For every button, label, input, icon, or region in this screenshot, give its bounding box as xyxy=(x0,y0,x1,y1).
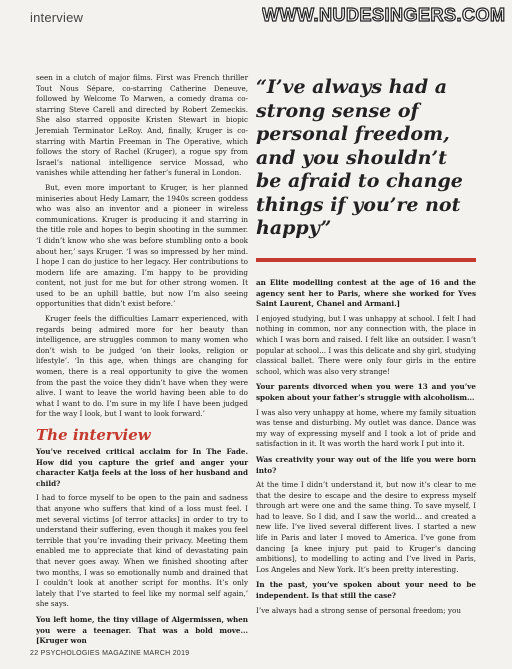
interview-question: In the past, you’ve spoken about your need to be independent. Is that still the case? xyxy=(256,580,476,601)
body-paragraph: Kruger feels the difficulties Lamarr experienced, with regards being admired more for her beauty than intelligence, are struggles common to many women who don’t wish to be judged ‘on their looks, religion or lifestyle’. ‘In this age, when things are changing for women, there is a real opportunity to give the women from the past the voice they didn’t have when they were alive. I want to leave the world having been able to do what I want to do. I’m sure in my life I have been judged for the way I look, but I want to look forward.’ xyxy=(36,314,248,419)
section-label: interview xyxy=(30,10,84,25)
section-heading: The interview xyxy=(36,426,151,444)
left-column xyxy=(36,73,248,651)
interview-answer: I was also very unhappy at home, where my family situation was tense and disturbing. My outlet was dance. Dance was my way of expressing myself and I took a lot of pride and satisfaction in it. It was worth the hard work I put into it. xyxy=(256,407,476,449)
body-paragraph: seen in a clutch of major films. First was French thriller Tout Nous Sépare, co-starring Catherine Deneuve, followed by Welcome To Marwen, a comedy drama co-starring Steve Carell and directed by Robert Zemeckis. She also starred opposite Kristen Stewart in biopic Jeremiah Terminator LeRoy. And, finally, Kruger is co-starring with Martin Freeman in The Operative, which follows the story of Rachel (Kruger), a rogue spy from Israel’s national intelligence service Mossad, who vanishes while attending her father’s funeral in London. xyxy=(36,73,248,178)
interview-answer: At the time I didn’t understand it, but now it’s clear to me that the desire to escape and the desire to express myself through art were one and the same thing. To save myself, I had to leave. So I did, and I saw the world... and created a new life. I’ve lived several different lives. I started a new life in Paris and later I moved to America. I’ve gone from dancing [a knee injury put paid to Kruger’s dancing ambitions], to modelling to acting and I’ve lived in Paris, Los Angeles and New York. It’s been pretty interesting. xyxy=(256,480,476,574)
interview-question: Was creativity your way out of the life you were born into? xyxy=(256,454,476,475)
pull-quote-rule xyxy=(256,258,476,262)
interview-question: You’ve received critical acclaim for In The Fade. How did you capture the grief and anger your character Katja feels at the loss of her husband and child? xyxy=(36,447,248,488)
right-column xyxy=(256,278,476,620)
interview-question: You left home, the tiny village of Algermissen, when you were a teenager. That was a bold move... [Kruger won xyxy=(36,614,248,646)
body-paragraph: But, even more important to Kruger, is her planned miniseries about Hedy Lamarr, the 1940s screen goddess who was also an inventor and a pioneer in wireless communications. Kruger is producing it and starring in the title role and hopes to begin shooting in the summer. ‘I didn’t know who she was before stumbling onto a book about her,’ says Kruger. ‘I was so impressed by her mind. I hope I can do justice to her legacy. Her contributions to modern life are amazing. I’m happy to be providing content, not just for me but for other strong women. It used to be an uphill battle, but now I’m also seeing opportunities that didn’t exist before.’ xyxy=(36,182,248,309)
interview-answer: I enjoyed studying, but I was unhappy at school. I felt I had nothing in common, nor any connection with, the place in which I was born and raised. I felt like an outsider. I wasn’t popular at school... I was this delicate and shy girl, studying classical ballet. There were only four girls in the entire school, which was also very strange! xyxy=(256,313,476,376)
interview-question: an Elite modelling contest at the age of 16 and the agency sent her to Paris, where she worked for Yves Saint Laurent, Chanel and Armani.] xyxy=(256,278,476,309)
watermark: WWW.NUDESINGERS.COM xyxy=(262,5,506,25)
interview-question: Your parents divorced when you were 13 and you’ve spoken about your father’s struggle with alcoholism... xyxy=(256,382,476,402)
interview-answer: I had to force myself to be open to the pain and sadness that anyone who suffers that kind of a loss must feel. I met several victims [of terror attacks] in order to try to understand their suffering, even though it makes you feel terrible that you’re invading their privacy. Meeting them enabled me to appreciate that kind of devastating pain that never goes away. When we finished shooting after two months, I was so emotionally numb and drained that I couldn’t look at another script for months. It’s only lately that I’ve started to feel like my normal self again,’ she says. xyxy=(36,493,248,609)
page-footer: 22 PSYCHOLOGIES MAGAZINE MARCH 2019 xyxy=(30,650,190,657)
pull-quote: “I’ve always had a strong sense of personal freedom, and you shouldn’t be afraid to change things if you’re not happy” xyxy=(256,76,463,239)
interview-answer: I’ve always had a strong sense of personal freedom; you xyxy=(256,605,461,615)
